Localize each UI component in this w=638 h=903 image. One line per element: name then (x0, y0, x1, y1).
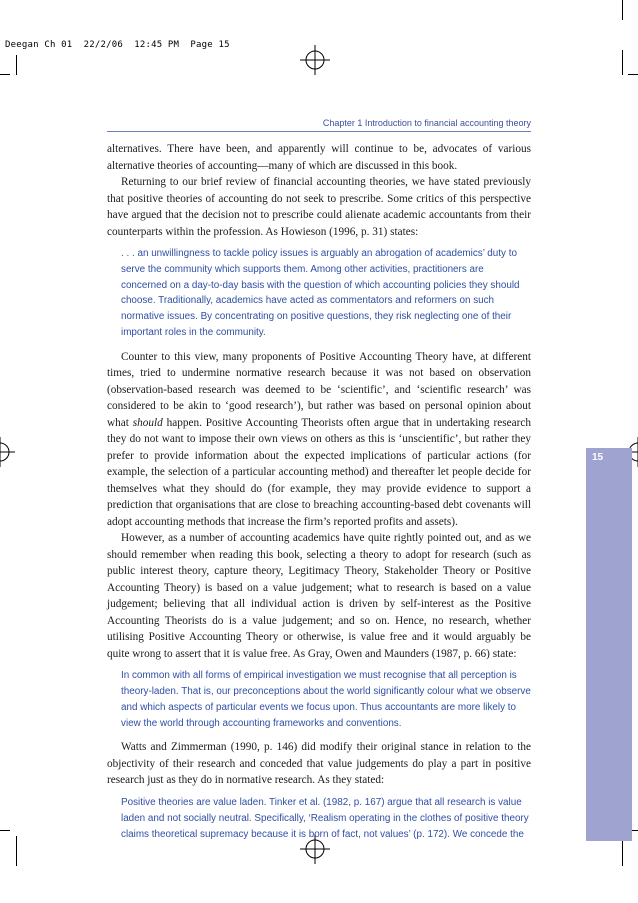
block-quote-howieson: . . . an unwillingness to tackle policy issues is arguably an abrogation of academics’ duty to serve the community which supports them. Among other activities, practitioners are concerned on a day-to-day basis with the question of which accounting policies they should choose. Traditionally, academics have acted as commentators and reformers on such normative issues. By concentrating on positive questions, they risk neglecting one of their important roles in the community. (121, 248, 520, 338)
block-quote-gray-owen-maunders: In common with all forms of empirical investigation we must recognise that all perception is theory-laden. That is, our preconceptions about the world significantly colour what we observe and which aspects of particular events we focus upon. Thus accountants are more likely to view the world through accounting frameworks and conventions. (121, 670, 531, 729)
body-paragraph-4: However, as a number of accounting academics have quite rightly pointed out, and as we should remember when reading this book, selecting a theory to adopt for research (such as public interest theory, capture theory, Legitimacy Theory, Stakeholder Theory or Positive Accounting Theory) is based on a value judgement; what to research is based on a value judgement; believing that all individual action is driven by self-interest as the Positive Accounting Theorists do is a value judgement; and so on. Hence, no research, whether utilising Positive Accounting Theory or otherwise, is value free and it would arguably be quite wrong to assert that it is value free. As Gray, Owen and Maunders (1987, p. 66) state: (107, 532, 531, 660)
body-paragraph-2: Returning to our brief review of financial accounting theories, we have stated previously that positive theories of accounting do not seek to prescribe. Some critics of this perspective have argued that the decision not to prescribe could alienate academic accountants from their counterparts within the profession. As Howieson (1996, p. 31) states: (107, 176, 531, 238)
print-slug: Deegan Ch 01 22/2/06 12:45 PM Page 15 (5, 40, 230, 50)
crop-mark-top-left-v (16, 55, 17, 75)
running-head-rule (107, 131, 531, 132)
crop-mark-bottom-left-v (16, 836, 17, 866)
page-number: 15 (592, 452, 604, 463)
body-paragraph-3-text-a: Counter to this view, many proponents of Positive Accounting Theory have, at different times, tried to undermine normative research because it was not based on observation (observation-based research was deemed to be ‘scientific’, and ‘scientific research’ was considered to be akin to ‘good research’), but rather was based on personal opinion about what (107, 350, 531, 429)
registration-mark-left-icon (0, 437, 15, 467)
crop-mark-bottom-left-h (0, 830, 10, 831)
crop-mark-top-right-v2 (622, 50, 623, 75)
page-body (107, 141, 531, 850)
crop-mark-top-left-h (0, 74, 10, 75)
crop-mark-top-right-v (622, 0, 623, 20)
block-quote-watts-zimmerman: Positive theories are value laden. Tinker et al. (1982, p. 167) argue that all research is value laden and not socially neutral. Specifically, ‘Realism operating in the clothes of positive theory claims theoretical supremacy because it is born of fact, not values’ (p. 172). We concede the (121, 796, 529, 840)
body-paragraph-5: Watts and Zimmerman (1990, p. 146) did modify their original stance in relation to the objectivity of their research and conceded that value judgements do play a part in positive research just as they do in normative research. As they stated: (107, 741, 531, 787)
page-number-tab (586, 448, 632, 841)
running-head: Chapter 1 Introduction to financial accounting theory (322, 118, 531, 128)
body-paragraph-1: alternatives. There have been, and apparently will continue to be, advocates of various alternative theories of accounting—many of which are discussed in this book. (107, 143, 531, 172)
crop-mark-top-right-h (628, 74, 638, 75)
registration-mark-top-icon (300, 45, 330, 75)
body-paragraph-3-emphasis: should (132, 416, 163, 429)
body-paragraph-3-text-b: happen. Positive Accounting Theorists often argue that in undertaking research they do not want to impose their own views on others as this is ‘unscientific’, but rather they prefer to provide information about the expected implications of particular actions (for example, the selection of a particular accounting method) and thereafter let people decide for themselves what they should do (for example, they may provide evidence to support a prediction that organisations that are close to breaching accounting-based debt covenants will adopt accounting methods that increase the firm’s reported profits and assets). (107, 416, 531, 528)
body-paragraph-3 (107, 349, 531, 531)
